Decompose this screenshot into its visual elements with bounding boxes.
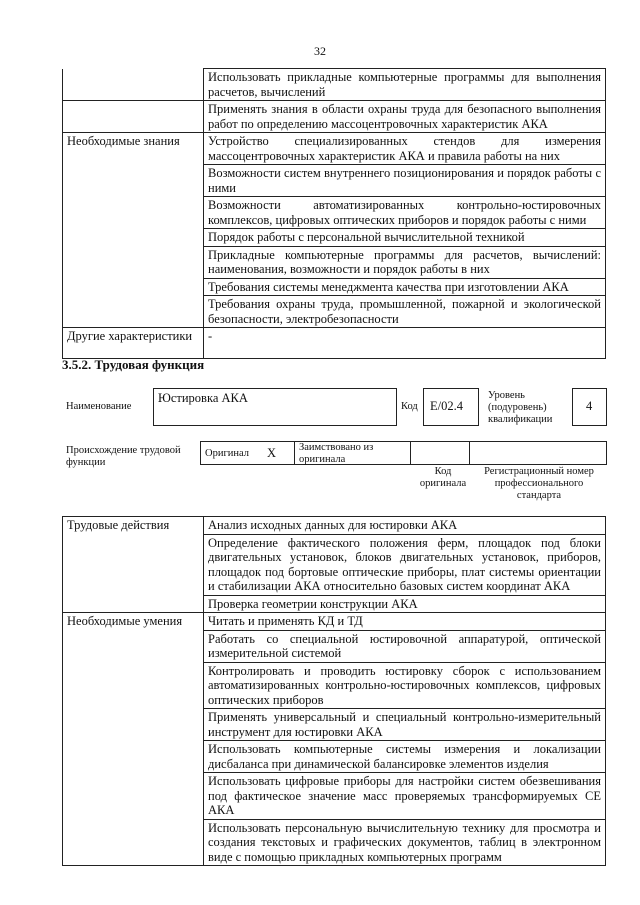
name-value: Юстировка АКА <box>158 391 248 405</box>
row-text: Требования системы менеджмента качества при изготовлении АКА <box>204 278 606 296</box>
original-label: Оригинал <box>205 448 249 459</box>
borrowed-box <box>294 441 411 465</box>
level-value: 4 <box>586 399 593 413</box>
level-label: Уровень (подуровень) квалификации <box>488 390 553 425</box>
table-row <box>63 278 606 296</box>
row-category <box>63 630 204 662</box>
skills-table-bottom <box>62 516 606 866</box>
original-code-caption: Код оригинала <box>419 466 467 489</box>
table-row <box>63 229 606 247</box>
row-category: Необходимые умения <box>63 613 204 631</box>
table-row <box>63 630 606 662</box>
row-text: Возможности систем внутреннего позиционирования и порядок работы с ними <box>204 165 606 197</box>
row-category <box>63 819 204 866</box>
row-category <box>63 741 204 773</box>
table-row <box>63 517 606 535</box>
table-row <box>63 197 606 229</box>
row-category <box>63 165 204 197</box>
row-text: Проверка геометрии конструкции АКА <box>204 595 606 613</box>
row-category <box>63 278 204 296</box>
table-row <box>63 328 606 359</box>
name-value-box <box>153 388 397 426</box>
row-category <box>63 296 204 328</box>
row-category <box>63 773 204 820</box>
table-row <box>63 662 606 709</box>
page-number: 32 <box>314 44 326 58</box>
row-category: Другие характеристики <box>63 328 204 359</box>
row-text: Устройство специализированных стендов для измерения массоцентровочных характеристик АКА и правила работы на них <box>204 133 606 165</box>
code-value-box <box>423 388 479 426</box>
table-row <box>63 534 606 595</box>
level-value-box <box>572 388 607 426</box>
row-text: Возможности автоматизированных контрольно-юстировочных комплексов, цифровых оптических приборов и порядок работы с ними <box>204 197 606 229</box>
row-text: Контролировать и проводить юстировку сборок с использованием автоматизированных контрольно-юстировочных комплексов, цифровых оптических приборов <box>204 662 606 709</box>
table-row <box>63 246 606 278</box>
table-row <box>63 709 606 741</box>
table-row <box>63 101 606 133</box>
row-text: Порядок работы с персональной вычислительной техникой <box>204 229 606 247</box>
table-row <box>63 595 606 613</box>
row-category <box>63 709 204 741</box>
table-row <box>63 165 606 197</box>
row-text: Использовать цифровые приборы для настройки систем обезвешивания под фактическое значение масс проверяемых трансформируемых СЕ АКА <box>204 773 606 820</box>
section-title: 3.5.2. Трудовая функция <box>62 357 205 372</box>
row-category <box>63 534 204 595</box>
row-text: Использовать персональную вычислительную технику для просмотра и создания текстовых и графических документов, таблиц в электронном виде с помощью прикладных компьютерных программ <box>204 819 606 866</box>
code-value: E/02.4 <box>430 399 463 413</box>
row-text: Определение фактического положения ферм, площадок под блоки двигательных установок, блоков двигательных установок, приборов, площадок под бортовые оптические приборы, плат системы ориентации и стабилизации АКА относительно базовых систем координат АКА <box>204 534 606 595</box>
row-category <box>63 69 204 101</box>
row-text: Читать и применять КД и ТД <box>204 613 606 631</box>
skills-table-top <box>62 68 606 359</box>
name-label: Наименование <box>66 401 132 412</box>
row-text: Работать со специальной юстировочной аппаратурой, оптической измерительной системой <box>204 630 606 662</box>
row-text: Требования охраны труда, промышленной, пожарной и экологической безопасности, электробезопасности <box>204 296 606 328</box>
origin-label: Происхождение трудовой функции <box>66 445 181 468</box>
table-row <box>63 773 606 820</box>
registration-caption: Регистрационный номер профессионального стандарта <box>484 466 594 501</box>
table-row <box>63 69 606 101</box>
row-category <box>63 229 204 247</box>
table-row <box>63 613 606 631</box>
row-text: Анализ исходных данных для юстировки АКА <box>204 517 606 535</box>
row-category <box>63 595 204 613</box>
row-text: Использовать прикладные компьютерные программы для выполнения расчетов, вычислений <box>204 69 606 101</box>
row-text: Использовать компьютерные системы измерения и локализации дисбаланса при динамической балансировке элементов изделия <box>204 741 606 773</box>
registration-box <box>469 441 607 465</box>
row-category <box>63 246 204 278</box>
row-category <box>63 101 204 133</box>
row-text: Применять знания в области охраны труда для безопасного выполнения работ по определению массоцентровочных характеристик АКА <box>204 101 606 133</box>
table-row <box>63 819 606 866</box>
table-row <box>63 296 606 328</box>
table-row <box>63 133 606 165</box>
row-category: Трудовые действия <box>63 517 204 535</box>
original-mark: X <box>267 446 277 460</box>
row-category <box>63 197 204 229</box>
original-code-box <box>410 441 470 465</box>
table-row <box>63 741 606 773</box>
borrowed-label: Заимствовано из оригинала <box>299 442 374 465</box>
original-box <box>200 441 295 465</box>
row-text: - <box>204 328 606 359</box>
row-text: Применять универсальный и специальный контрольно-измерительный инструмент для юстировки АКА <box>204 709 606 741</box>
row-category <box>63 662 204 709</box>
row-text: Прикладные компьютерные программы для расчетов, вычислений: наименования, возможности и порядок работы в них <box>204 246 606 278</box>
row-category: Необходимые знания <box>63 133 204 165</box>
code-label: Код <box>401 401 418 412</box>
